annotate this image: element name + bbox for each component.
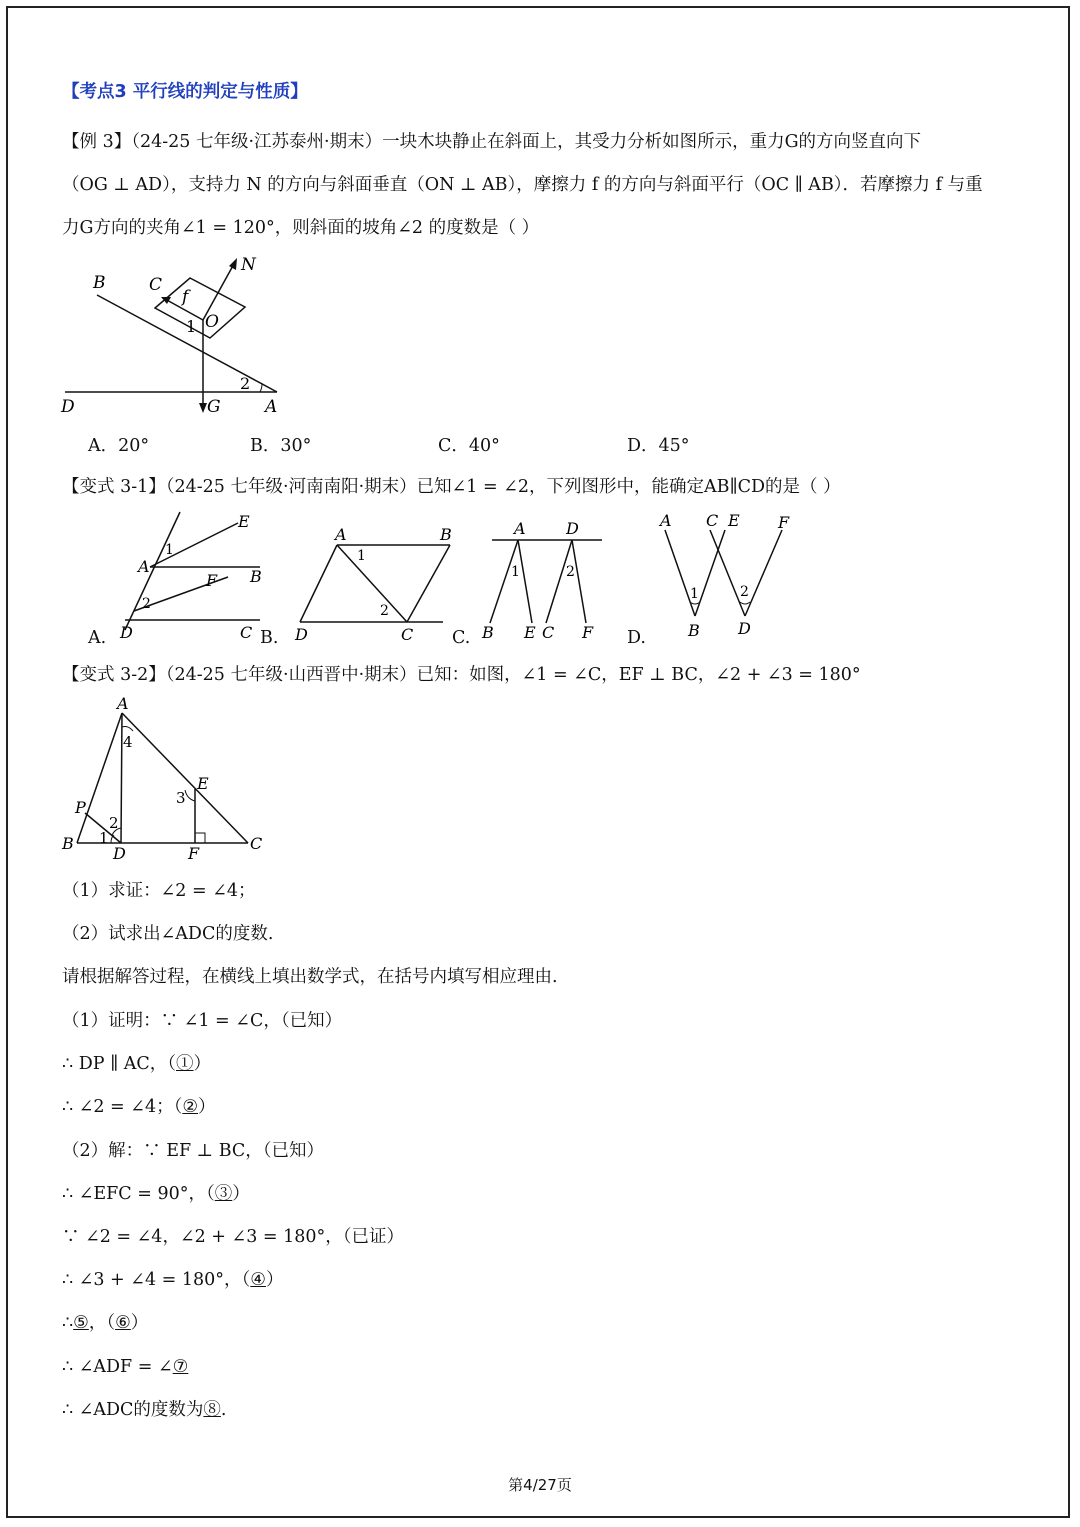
- svg-text:A: A: [117, 695, 129, 713]
- solution-step-7: ∴ ∠ADC的度数为⑧.: [62, 1400, 227, 1420]
- svg-text:2: 2: [109, 814, 119, 832]
- variant31-line1: 【变式 3-1】（24-25 七年级·河南南阳·期末）已知∠1 = ∠2，下列图形中，能确定AB∥CD的是（ ）: [62, 477, 841, 497]
- svg-text:C: C: [401, 625, 414, 644]
- solution-step-1: （2）解：∵ EF ⊥ BC，（已知）: [62, 1141, 325, 1161]
- svg-text:2: 2: [380, 603, 389, 619]
- svg-text:F: F: [206, 571, 218, 590]
- label-A: A: [265, 397, 278, 417]
- section-title: 【考点3 平行线的判定与性质】: [62, 82, 308, 102]
- proof-step-3: ∴ ∠2 = ∠4；（②）: [62, 1097, 216, 1117]
- proof-step-2: ∴ DP ∥ AC，（①）: [62, 1054, 211, 1074]
- blank-8: ⑧: [203, 1400, 221, 1420]
- svg-text:D: D: [113, 844, 126, 863]
- label-2: 2: [240, 374, 251, 393]
- variant31-option-d: D.: [627, 628, 646, 648]
- solution-step-2: ∴ ∠EFC = 90°，（③）: [62, 1184, 250, 1204]
- svg-text:B: B: [440, 525, 452, 544]
- variant32-q2: （2）试求出∠ADC的度数.: [62, 924, 274, 944]
- svg-text:2: 2: [740, 584, 749, 600]
- variant31-option-c: C.: [452, 628, 471, 648]
- variant32-line1: 【变式 3-2】（24-25 七年级·山西晋中·期末）已知：如图，∠1 = ∠C，EF ⊥ BC，∠2 + ∠3 = 180°: [62, 665, 861, 685]
- label-N: N: [241, 255, 256, 275]
- svg-text:F: F: [188, 844, 200, 863]
- svg-text:E: E: [728, 511, 740, 530]
- variant31-option-a: A.: [88, 628, 107, 648]
- blank-5: ⑤: [73, 1313, 89, 1333]
- blank-2: ②: [182, 1097, 199, 1117]
- variant32-triangle-figure: [55, 695, 275, 865]
- label-1: 1: [186, 317, 197, 336]
- svg-text:D: D: [738, 619, 751, 638]
- svg-text:1: 1: [99, 829, 109, 847]
- svg-text:B: B: [482, 623, 494, 642]
- label-C: C: [149, 275, 163, 295]
- svg-text:P: P: [75, 798, 86, 817]
- variant31-figure-a: [110, 510, 270, 645]
- label-D: D: [61, 397, 75, 417]
- svg-text:F: F: [778, 513, 790, 532]
- svg-text:B: B: [62, 834, 74, 853]
- example3-line1: 【例 3】（24-25 七年级·江苏泰州·期末）一块木块静止在斜面上，其受力分析如图所示，重力G的方向竖直向下: [62, 132, 922, 152]
- option-b: B．30°: [250, 436, 312, 456]
- svg-text:1: 1: [690, 586, 699, 602]
- variant32-instruction: 请根据解答过程，在横线上填出数学式，在括号内填写相应理由.: [62, 967, 558, 987]
- svg-text:1: 1: [357, 548, 366, 564]
- svg-text:A: A: [335, 525, 347, 544]
- svg-text:C: C: [240, 623, 253, 642]
- label-O: O: [205, 312, 219, 332]
- example3-line2: （OG ⊥ AD），支持力 N 的方向与斜面垂直（ON ⊥ AB），摩擦力 f 的方向与斜面平行（OC ∥ AB）．若摩擦力 f 与重: [62, 175, 983, 195]
- svg-text:3: 3: [176, 789, 186, 807]
- solution-step-3: ∵ ∠2 = ∠4，∠2 + ∠3 = 180°，（已证）: [62, 1227, 405, 1247]
- variant32-q1: （1）求证：∠2 = ∠4；: [62, 881, 256, 901]
- svg-text:C: C: [542, 623, 555, 642]
- option-c: C．40°: [438, 436, 500, 456]
- blank-4: ④: [250, 1270, 266, 1290]
- svg-text:4: 4: [123, 733, 133, 751]
- blank-6: ⑥: [115, 1313, 131, 1333]
- variant31-figure-d: [650, 508, 800, 643]
- blank-3: ③: [214, 1184, 233, 1204]
- svg-text:B: B: [250, 567, 262, 586]
- page-number: 第4/27页: [508, 1476, 572, 1494]
- blank-1: ①: [176, 1054, 194, 1074]
- svg-text:C: C: [706, 511, 719, 530]
- label-f: f: [182, 287, 189, 307]
- solution-step-5: ∴⑤，（⑥）: [62, 1313, 149, 1333]
- svg-text:2: 2: [566, 564, 575, 580]
- option-a: A．20°: [88, 436, 150, 456]
- svg-text:D: D: [566, 519, 579, 538]
- svg-text:F: F: [582, 623, 594, 642]
- solution-step-6: ∴ ∠ADF = ∠⑦: [62, 1357, 189, 1377]
- svg-text:A: A: [138, 557, 150, 576]
- example3-line3: 力G方向的夹角∠1 = 120°，则斜面的坡角∠2 的度数是（ ）: [62, 218, 540, 238]
- svg-text:A: A: [660, 511, 672, 530]
- svg-text:1: 1: [165, 542, 174, 558]
- svg-text:C: C: [250, 834, 263, 853]
- incline-force-figure: [55, 250, 295, 425]
- svg-text:1: 1: [511, 564, 520, 580]
- svg-text:A: A: [514, 519, 526, 538]
- svg-text:B: B: [688, 621, 700, 640]
- svg-text:D: D: [295, 625, 308, 644]
- svg-text:E: E: [238, 512, 250, 531]
- proof-step-1: （1）证明：∵ ∠1 = ∠C，（已知）: [62, 1011, 343, 1031]
- variant31-figure-b: [285, 520, 460, 645]
- svg-text:E: E: [197, 774, 209, 793]
- solution-step-4: ∴ ∠3 + ∠4 = 180°，（④）: [62, 1270, 284, 1290]
- option-d: D．45°: [627, 436, 690, 456]
- label-G: G: [207, 397, 221, 417]
- variant31-figure-c: [480, 518, 610, 643]
- svg-text:E: E: [524, 623, 536, 642]
- svg-text:2: 2: [142, 596, 151, 612]
- label-B: B: [93, 273, 106, 293]
- svg-text:D: D: [120, 623, 133, 642]
- blank-7: ⑦: [172, 1357, 189, 1377]
- variant31-option-b: B.: [260, 628, 279, 648]
